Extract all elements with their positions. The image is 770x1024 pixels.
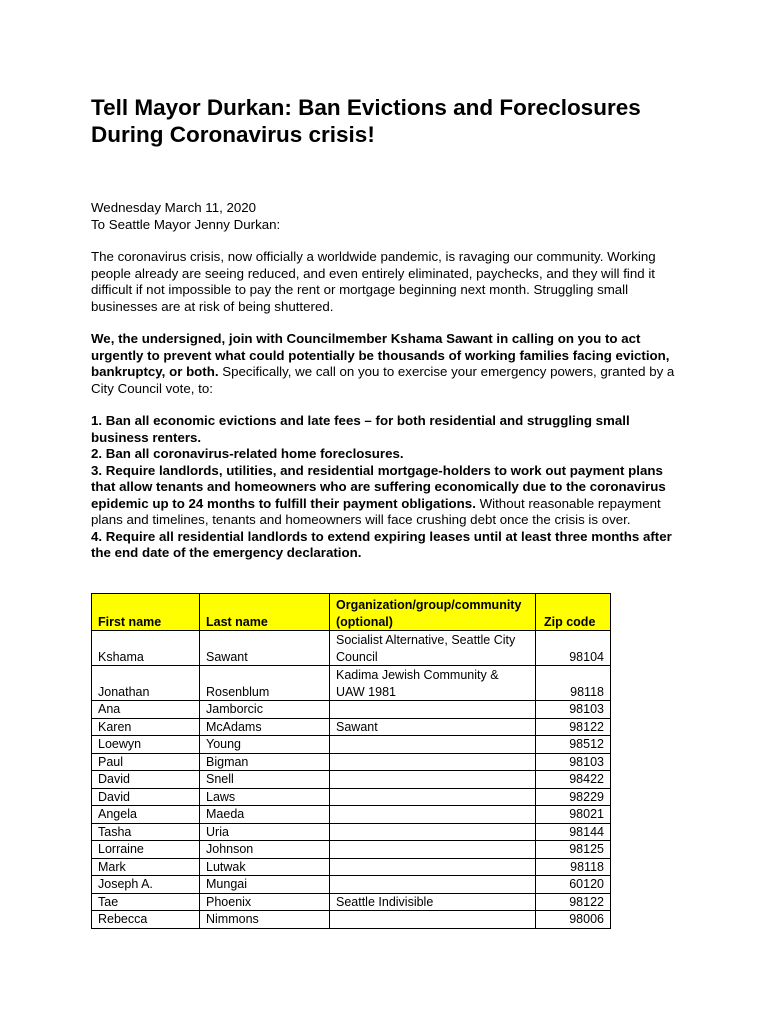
cell-last-name: Snell xyxy=(200,771,330,789)
cell-organization xyxy=(330,823,536,841)
cell-zip-code: 60120 xyxy=(536,876,611,894)
cell-organization: Sawant xyxy=(330,718,536,736)
cell-first-name: David xyxy=(92,771,200,789)
signers-table xyxy=(91,593,611,929)
table-row xyxy=(92,911,611,929)
table-row xyxy=(92,841,611,859)
cell-last-name: Sawant xyxy=(200,631,330,666)
header-organization: Organization/group/community (optional) xyxy=(330,594,536,631)
cell-last-name: McAdams xyxy=(200,718,330,736)
table-row xyxy=(92,788,611,806)
cell-zip-code: 98125 xyxy=(536,841,611,859)
cell-zip-code: 98006 xyxy=(536,911,611,929)
call-normal-text: Specifically, we call on you to exercise your emergency powers, granted by a City Council vote, to: xyxy=(91,364,675,396)
cell-last-name: Maeda xyxy=(200,806,330,824)
cell-zip-code: 98103 xyxy=(536,753,611,771)
cell-zip-code: 98122 xyxy=(536,893,611,911)
cell-last-name: Nimmons xyxy=(200,911,330,929)
cell-first-name: Jonathan xyxy=(92,666,200,701)
cell-first-name: Paul xyxy=(92,753,200,771)
intro-paragraph: The coronavirus crisis, now officially a worldwide pandemic, is ravaging our community. Working people already are seeing reduced, and even entirely eliminated, paychecks, and they will find it difficult if not impossible to pay the rent or mortgage beginning next month. Struggling small businesses are at risk of being shuttered. xyxy=(91,249,656,314)
cell-zip-code: 98422 xyxy=(536,771,611,789)
letter-salutation: To Seattle Mayor Jenny Durkan: xyxy=(91,216,281,232)
cell-last-name: Rosenblum xyxy=(200,666,330,701)
cell-first-name: Lorraine xyxy=(92,841,200,859)
demand-3 xyxy=(91,463,681,529)
demand-4: 4. Require all residential landlords to extend expiring leases until at least three months after the end date of the emergency declaration. xyxy=(91,528,672,560)
cell-organization xyxy=(330,701,536,719)
table-row xyxy=(92,893,611,911)
header-first-name: First name xyxy=(92,594,200,631)
cell-first-name: Joseph A. xyxy=(92,876,200,894)
table-row xyxy=(92,823,611,841)
header-zip-code: Zip code xyxy=(536,594,611,631)
letter-header xyxy=(91,200,280,233)
table-row xyxy=(92,771,611,789)
table-header-row xyxy=(92,594,611,631)
cell-organization xyxy=(330,806,536,824)
table-row xyxy=(92,631,611,666)
cell-first-name: Loewyn xyxy=(92,736,200,754)
cell-last-name: Jamborcic xyxy=(200,701,330,719)
table-row xyxy=(92,806,611,824)
table-row xyxy=(92,876,611,894)
demand-2: 2. Ban all coronavirus-related home foreclosures. xyxy=(91,446,404,461)
table-row xyxy=(92,701,611,719)
cell-zip-code: 98104 xyxy=(536,631,611,666)
cell-organization xyxy=(330,876,536,894)
table-row xyxy=(92,666,611,701)
cell-zip-code: 98103 xyxy=(536,701,611,719)
table-row xyxy=(92,753,611,771)
cell-organization: Kadima Jewish Community & UAW 1981 xyxy=(330,666,536,701)
cell-zip-code: 98144 xyxy=(536,823,611,841)
table-row xyxy=(92,736,611,754)
cell-last-name: Mungai xyxy=(200,876,330,894)
signers-table-body xyxy=(92,631,611,929)
cell-zip-code: 98021 xyxy=(536,806,611,824)
cell-organization xyxy=(330,788,536,806)
cell-last-name: Young xyxy=(200,736,330,754)
demand-1: 1. Ban all economic evictions and late fees – for both residential and struggling small business renters. xyxy=(91,413,630,445)
page-title xyxy=(91,94,671,148)
title-line-2: During Coronavirus crisis! xyxy=(91,122,375,147)
call-paragraph xyxy=(91,331,681,397)
table-row xyxy=(92,858,611,876)
cell-organization xyxy=(330,841,536,859)
cell-organization: Seattle Indivisible xyxy=(330,893,536,911)
cell-first-name: Kshama xyxy=(92,631,200,666)
cell-last-name: Lutwak xyxy=(200,858,330,876)
cell-first-name: Mark xyxy=(92,858,200,876)
cell-first-name: Tasha xyxy=(92,823,200,841)
demand-3-normal: Without reasonable repayment plans and timelines, tenants and homeowners will face crushing debt once the crisis is over. xyxy=(91,495,661,527)
cell-zip-code: 98118 xyxy=(536,666,611,701)
cell-last-name: Uria xyxy=(200,823,330,841)
letter-date: Wednesday March 11, 2020 xyxy=(91,200,257,215)
cell-first-name: David xyxy=(92,788,200,806)
header-last-name: Last name xyxy=(200,594,330,631)
cell-last-name: Laws xyxy=(200,788,330,806)
cell-first-name: Ana xyxy=(92,701,200,719)
cell-last-name: Bigman xyxy=(200,753,330,771)
cell-zip-code: 98512 xyxy=(536,736,611,754)
title-line-1: Tell Mayor Durkan: Ban Evictions and Foreclosures xyxy=(91,95,641,120)
demands-list xyxy=(91,413,681,562)
cell-organization xyxy=(330,771,536,789)
cell-organization xyxy=(330,753,536,771)
cell-organization: Socialist Alternative, Seattle City Council xyxy=(330,631,536,666)
cell-organization xyxy=(330,736,536,754)
cell-zip-code: 98118 xyxy=(536,858,611,876)
cell-zip-code: 98122 xyxy=(536,718,611,736)
call-bold-text: We, the undersigned, join with Councilmember Kshama Sawant in calling on you to act urgently to prevent what could potentially be thousands of working families facing eviction, bankruptcy, or both. xyxy=(91,331,670,379)
table-row xyxy=(92,718,611,736)
cell-organization xyxy=(330,858,536,876)
cell-first-name: Tae xyxy=(92,893,200,911)
cell-first-name: Angela xyxy=(92,806,200,824)
cell-organization xyxy=(330,911,536,929)
cell-first-name: Rebecca xyxy=(92,911,200,929)
cell-last-name: Johnson xyxy=(200,841,330,859)
cell-last-name: Phoenix xyxy=(200,893,330,911)
cell-first-name: Karen xyxy=(92,718,200,736)
cell-zip-code: 98229 xyxy=(536,788,611,806)
demand-3-bold: 3. Require landlords, utilities, and residential mortgage-holders to work out payment plans that allow tenants and homeowners who are suffering economically due to the coronavirus epidemic up to 24 months to fulfill their payment obligations. xyxy=(91,462,666,511)
